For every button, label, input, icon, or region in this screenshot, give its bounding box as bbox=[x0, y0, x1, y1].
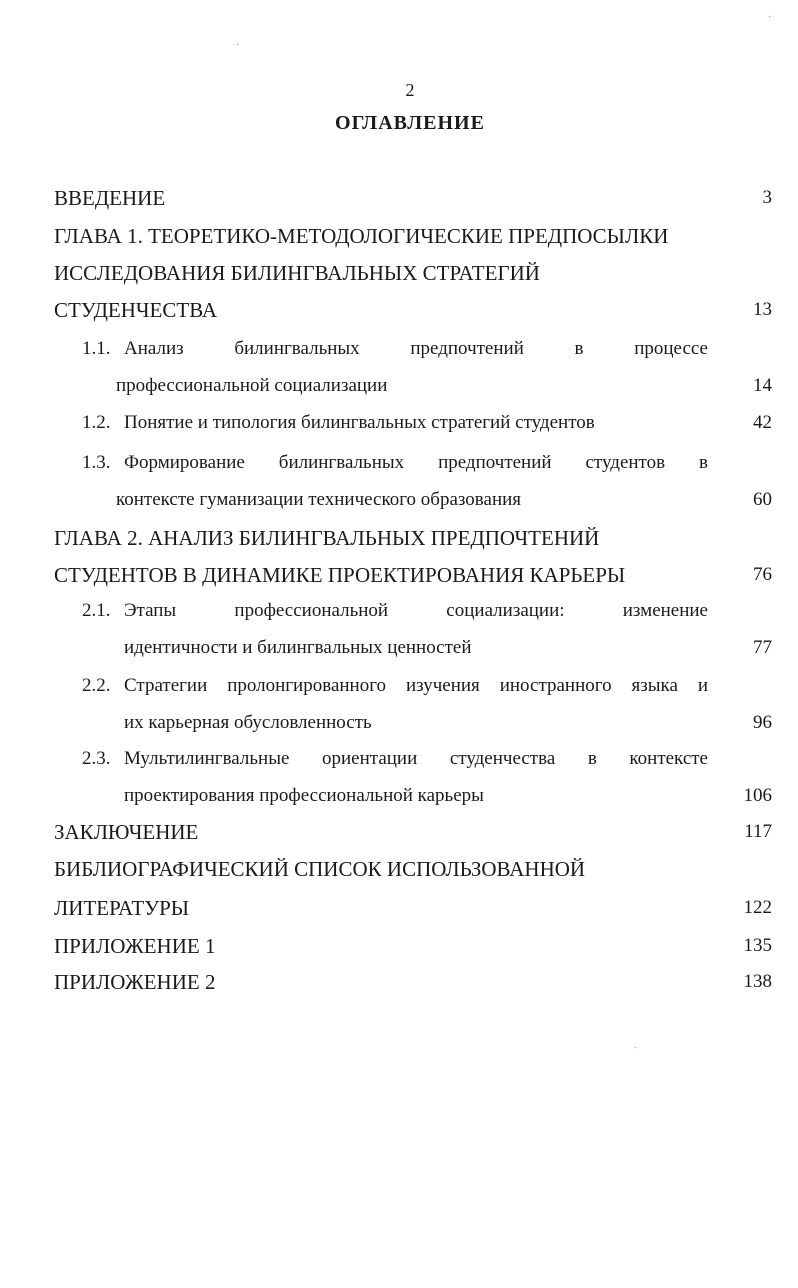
toc-label-line: их карьерная обусловленность bbox=[124, 712, 372, 733]
toc-entry-section-1-1[interactable] bbox=[0, 338, 798, 400]
toc-page: 76 bbox=[753, 564, 772, 585]
toc-label-line: контексте гуманизации технического образования bbox=[116, 489, 522, 510]
toc-page: 138 bbox=[743, 971, 772, 992]
toc-label-line: Понятие и типология билингвальных стратегий студентов bbox=[124, 412, 595, 433]
toc-label-line: Анализ билингвальных предпочтений в процессе bbox=[124, 338, 708, 359]
toc-entry-section-2-3[interactable] bbox=[0, 748, 798, 810]
toc-page: 106 bbox=[743, 785, 772, 806]
toc-page: 117 bbox=[744, 821, 772, 842]
toc-label-line: Формирование билингвальных предпочтений студентов в bbox=[124, 452, 708, 473]
toc-page: 122 bbox=[743, 897, 772, 918]
toc-label-line: ГЛАВА 1. ТЕОРЕТИКО-МЕТОДОЛОГИЧЕСКИЕ ПРЕДПОСЫЛКИ bbox=[54, 224, 669, 248]
toc-number: 1.3. bbox=[82, 452, 111, 473]
toc-entry-appendix-1[interactable] bbox=[0, 934, 798, 962]
toc-label-line: СТУДЕНТОВ В ДИНАМИКЕ ПРОЕКТИРОВАНИЯ КАРЬЕРЫ bbox=[54, 563, 626, 587]
toc-page: 13 bbox=[753, 299, 772, 320]
toc-entry-section-1-2[interactable] bbox=[0, 412, 798, 440]
toc-label: ПРИЛОЖЕНИЕ 2 bbox=[54, 970, 216, 994]
toc-entry-chapter-2[interactable] bbox=[0, 526, 798, 590]
toc-number: 2.2. bbox=[82, 675, 111, 696]
toc-entry-section-1-3[interactable] bbox=[0, 452, 798, 514]
toc-entry-intro[interactable] bbox=[0, 186, 798, 214]
toc-page: 77 bbox=[753, 637, 772, 658]
toc-label-line: ЛИТЕРАТУРЫ bbox=[54, 896, 190, 920]
toc-entry-appendix-2[interactable] bbox=[0, 970, 798, 998]
toc-label-line: проектирования профессиональной карьеры bbox=[124, 785, 484, 806]
page-title: ОГЛАВЛЕНИЕ bbox=[335, 112, 485, 134]
toc-label-line: ГЛАВА 2. АНАЛИЗ БИЛИНГВАЛЬНЫХ ПРЕДПОЧТЕНИЙ bbox=[54, 526, 600, 550]
toc-entry-conclusion[interactable] bbox=[0, 820, 798, 848]
toc-label-line: профессиональной социализации bbox=[116, 375, 388, 396]
toc-label-line: БИБЛИОГРАФИЧЕСКИЙ СПИСОК ИСПОЛЬЗОВАННОЙ bbox=[54, 857, 586, 881]
toc-label-line: Этапы профессиональной социализации: изменение bbox=[124, 600, 708, 621]
scan-speck: · bbox=[768, 12, 772, 23]
toc-page: 3 bbox=[762, 187, 772, 208]
page-number: 2 bbox=[405, 80, 415, 100]
toc-number: 1.2. bbox=[82, 412, 111, 433]
toc-label-line: Стратегии пролонгированного изучения иностранного языка и bbox=[124, 675, 708, 696]
toc-page: 14 bbox=[753, 375, 772, 396]
toc-label-line: идентичности и билингвальных ценностей bbox=[124, 637, 472, 658]
toc-label: ВВЕДЕНИЕ bbox=[54, 186, 166, 210]
toc-page: 42 bbox=[753, 412, 772, 433]
toc-entry-section-2-2[interactable] bbox=[0, 675, 798, 737]
toc-label-line: СТУДЕНЧЕСТВА bbox=[54, 298, 218, 322]
toc-label-line: ИССЛЕДОВАНИЯ БИЛИНГВАЛЬНЫХ СТРАТЕГИЙ bbox=[54, 261, 540, 285]
toc-entry-chapter-1[interactable] bbox=[0, 224, 798, 324]
toc-label: ЗАКЛЮЧЕНИЕ bbox=[54, 820, 199, 844]
scan-speck: ˏ bbox=[634, 1038, 638, 1049]
toc-number: 2.1. bbox=[82, 600, 111, 621]
scan-speck: · bbox=[236, 40, 240, 51]
toc-page: 135 bbox=[743, 935, 772, 956]
toc-page: 60 bbox=[753, 489, 772, 510]
toc-entry-bibliography[interactable] bbox=[0, 857, 798, 921]
toc-number: 1.1. bbox=[82, 338, 111, 359]
toc-label-line: Мультилингвальные ориентации студенчества в контексте bbox=[124, 748, 708, 769]
toc-number: 2.3. bbox=[82, 748, 111, 769]
toc-page: 96 bbox=[753, 712, 772, 733]
toc-entry-section-2-1[interactable] bbox=[0, 600, 798, 662]
toc-label: ПРИЛОЖЕНИЕ 1 bbox=[54, 934, 216, 958]
